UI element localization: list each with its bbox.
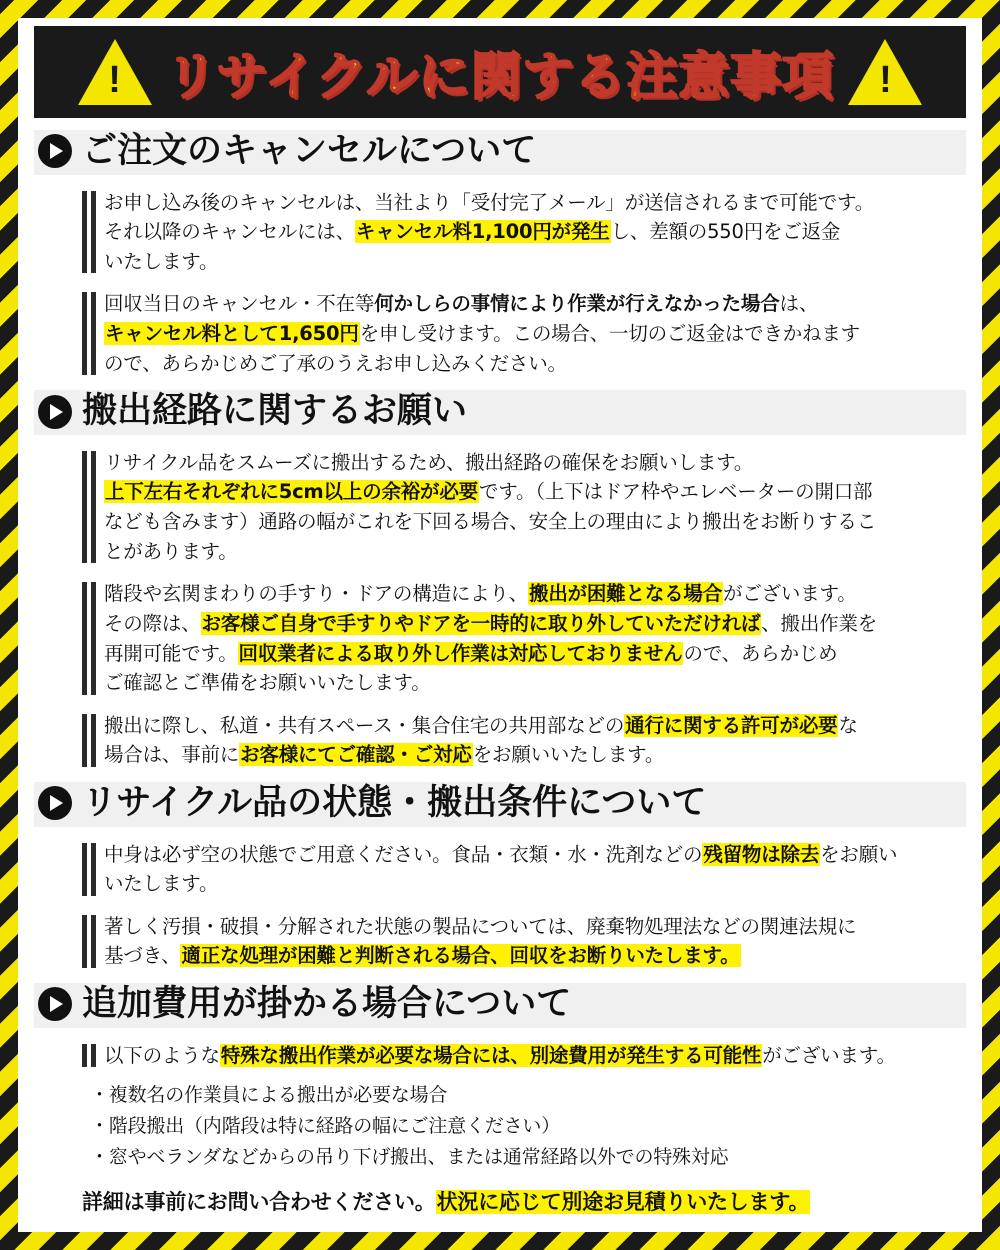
text-run: 場合は、事前に xyxy=(104,743,240,767)
note-paragraph xyxy=(82,1041,966,1071)
play-triangle-icon xyxy=(38,987,72,1021)
text-run: 再開可能です。 xyxy=(104,641,238,665)
paragraph-line xyxy=(104,217,966,247)
highlighted-text: キャンセル料1,100円が発生 xyxy=(355,220,610,244)
play-triangle-icon xyxy=(38,134,72,168)
play-triangle-icon xyxy=(38,786,72,820)
text-run: お申し込み後のキャンセルは、当社より「受付完了メール」が送信されるまで可能です。 xyxy=(104,190,875,214)
text-run: なども含みます）通路の幅がこれを下回る場合、安全上の理由により搬出をお断りするこ xyxy=(104,510,877,533)
paragraph-line xyxy=(104,507,966,537)
paragraph-line xyxy=(104,247,966,277)
list-item: ・階段搬出（内階段は特に経路の幅にご注意ください） xyxy=(90,1114,561,1137)
highlighted-text: お客様にてご確認・ご対応 xyxy=(240,743,472,767)
section xyxy=(34,130,966,378)
paragraph-line xyxy=(104,609,966,639)
text-run: 階段や玄関まわりの手すり・ドアの構造により、 xyxy=(104,582,529,606)
text-run: リサイクル品をスムーズに搬出するため、搬出経路の確保をお願いします。 xyxy=(104,450,754,474)
text-run: です。（上下はドア枠やエレベーターの開口部 xyxy=(478,480,873,504)
section-heading xyxy=(34,782,966,827)
note-paragraph xyxy=(82,448,966,567)
title-banner xyxy=(34,26,966,118)
highlighted-text: 搬出が困難となる場合 xyxy=(529,582,723,606)
paragraph-line xyxy=(104,579,966,609)
paragraph-line xyxy=(104,319,966,349)
warning-triangle-icon: ! xyxy=(848,39,922,105)
paragraph-line xyxy=(104,477,966,507)
text-run: それ以降のキャンセルには、 xyxy=(104,220,355,244)
paragraph-line xyxy=(104,349,966,379)
text-run: ご確認とご準備をお願いいたします。 xyxy=(104,671,431,695)
paragraph-line xyxy=(104,840,966,870)
note-paragraph xyxy=(82,840,966,899)
text-run: いたします。 xyxy=(104,872,219,896)
paragraph-line xyxy=(104,289,966,319)
highlighted-text: 通行に関する許可が必要 xyxy=(625,713,838,737)
play-triangle-icon xyxy=(38,395,72,429)
paragraph-line xyxy=(104,941,966,971)
text-run: ので、あらかじめ xyxy=(683,641,838,665)
highlighted-text: 上下左右それぞれに5cm以上の余裕が必要 xyxy=(105,480,478,504)
note-paragraph xyxy=(82,711,966,770)
highlighted-text: 特殊な搬出作業が必要な場合には、別途費用が発生する可能性 xyxy=(220,1043,762,1067)
section-heading xyxy=(34,130,966,175)
section-title-text: ご注文のキャンセルについて xyxy=(82,131,537,171)
note-paragraph xyxy=(82,188,966,277)
text-run: 以下のような xyxy=(104,1043,220,1067)
text-run: とがあります。 xyxy=(104,539,238,563)
paragraph-line xyxy=(104,912,966,942)
paragraph-line xyxy=(104,1041,966,1071)
text-run: は、 xyxy=(779,292,819,316)
section xyxy=(34,782,966,971)
note-paragraph xyxy=(82,579,966,698)
paragraph-line xyxy=(104,448,966,478)
section-title-text: 搬出経路に関するお願い xyxy=(82,391,468,432)
poster-title: リサイクルに関する注意事項 xyxy=(165,48,835,107)
text-run: 中身は必ず空の状態でご用意ください。食品・衣類・水・洗剤などの xyxy=(104,842,703,866)
paragraph-line xyxy=(104,668,966,698)
section-heading xyxy=(34,390,966,435)
text-run: ので、あらかじめご了承のうえお申し込みください。 xyxy=(104,351,567,375)
list-item: ・窓やベランダなどからの吊り下げ搬出、または通常経路以外での特殊対応 xyxy=(90,1145,729,1168)
text-run: をお願い xyxy=(820,842,898,866)
bold-text: 詳細は事前にお問い合わせください。 xyxy=(82,1190,436,1215)
highlighted-text: 回収業者による取り外し作業は対応しておりません xyxy=(238,641,683,665)
text-run: がございます。 xyxy=(723,582,857,606)
paragraph-line xyxy=(104,740,966,770)
warning-triangle-icon: ! xyxy=(78,39,152,105)
text-run: をお願いいたします。 xyxy=(472,743,665,767)
highlighted-text: キャンセル料として1,650円 xyxy=(105,322,359,345)
paragraph-line xyxy=(104,188,966,218)
highlighted-text: 状況に応じて別途お見積りいたします。 xyxy=(436,1190,810,1215)
poster-content xyxy=(18,18,982,1232)
bullet-list xyxy=(90,1080,966,1172)
note-paragraph xyxy=(82,289,966,378)
text-run: 搬出に際し、私道・共有スペース・集合住宅の共用部などの xyxy=(104,713,625,737)
note-paragraph xyxy=(82,912,966,971)
section xyxy=(34,983,966,1216)
highlighted-text: お客様ご自身で手すりやドアを一時的に取り外していただければ xyxy=(201,611,761,635)
section-title-text: リサイクル品の状態・搬出条件について xyxy=(82,783,707,823)
text-run: がございます。 xyxy=(762,1043,896,1067)
paragraph-line xyxy=(104,711,966,741)
sections-container xyxy=(34,130,966,1216)
text-run: 、搬出作業を xyxy=(761,611,878,635)
section-heading xyxy=(34,983,966,1028)
list-item: ・複数名の作業員による搬出が必要な場合 xyxy=(90,1084,448,1107)
text-run: な xyxy=(838,713,858,737)
bold-text: 何かしらの事情により作業が行えなかった場合 xyxy=(374,292,780,316)
text-run: いたします。 xyxy=(104,249,219,273)
paragraph-line xyxy=(104,869,966,899)
paragraph-line xyxy=(104,537,966,567)
text-run: を申し受けます。この場合、一切のご返金はできかねます xyxy=(359,322,860,345)
text-run: し、差額の550円をご返金 xyxy=(610,220,841,244)
highlighted-text: 適正な処理が困難と判断される場合、回収をお断りいたします。 xyxy=(181,944,740,968)
closing-note xyxy=(82,1186,966,1216)
text-run: その際は、 xyxy=(104,611,201,635)
highlighted-text: 残留物は除去 xyxy=(703,842,820,866)
text-run: 著しく汚損・破損・分解された状態の製品については、廃棄物処理法などの関連法規に xyxy=(104,914,857,938)
text-run: 基づき、 xyxy=(104,944,181,968)
section xyxy=(34,390,966,770)
section-title-text: 追加費用が掛かる場合について xyxy=(82,984,572,1024)
text-run: 回収当日のキャンセル・不在等 xyxy=(104,292,375,316)
paragraph-line xyxy=(104,639,966,669)
